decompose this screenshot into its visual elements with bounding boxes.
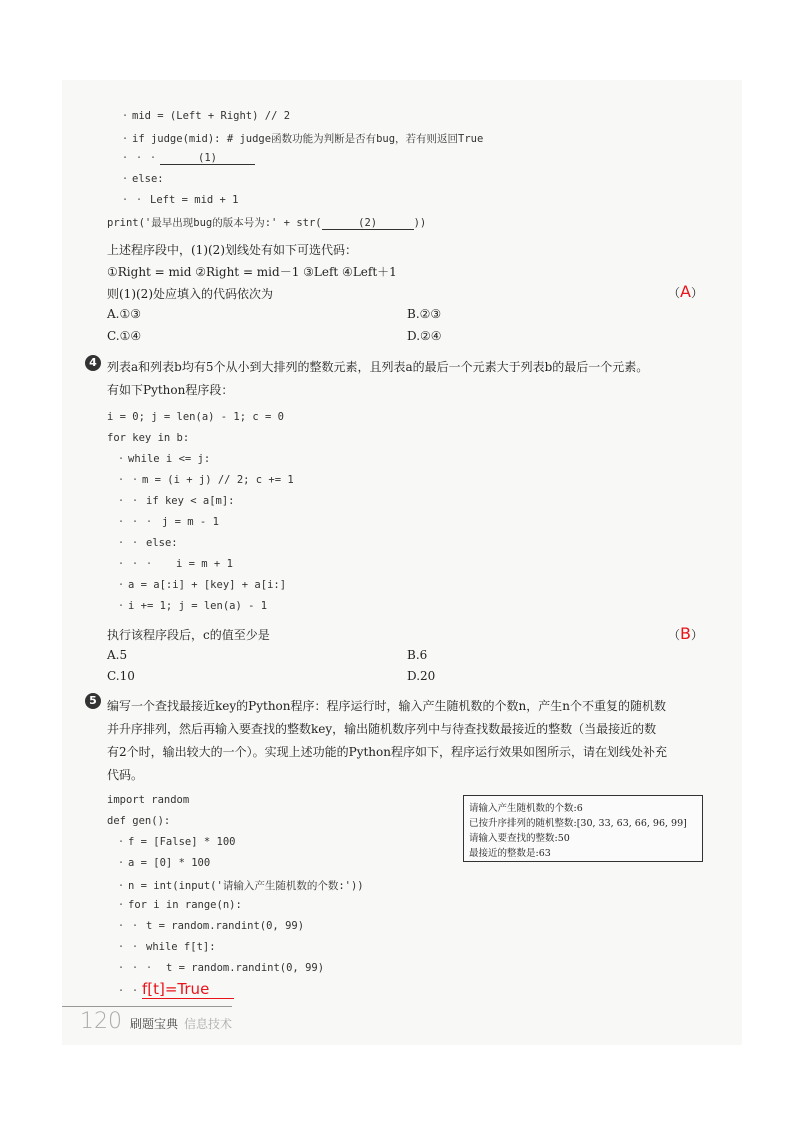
indent-dot: · bbox=[117, 920, 125, 932]
indent-dot: · bbox=[131, 941, 139, 953]
code-line bbox=[114, 495, 235, 507]
code-text: m = (i + j) // 2; c += 1 bbox=[142, 474, 294, 486]
code-line bbox=[114, 836, 235, 848]
code-text: while f[t]: bbox=[146, 941, 216, 953]
indent-dot: · bbox=[117, 836, 125, 848]
footer-divider bbox=[62, 1006, 232, 1007]
code-text: def gen(): bbox=[107, 815, 171, 827]
code-line bbox=[118, 110, 290, 122]
code-text: else: bbox=[132, 173, 164, 185]
indent-dot: · bbox=[135, 152, 143, 164]
question-number-badge: 5 bbox=[85, 693, 101, 709]
indent-dot: · bbox=[117, 600, 125, 612]
code-line bbox=[114, 579, 286, 591]
output-line: 请输入产生随机数的个数:6 bbox=[469, 803, 583, 814]
indent-dot: · bbox=[131, 920, 139, 932]
code-line bbox=[107, 815, 170, 827]
indent-dot: · bbox=[145, 558, 153, 570]
code-text: j = m - 1 bbox=[162, 516, 219, 528]
output-line: 请输入要查找的整数:50 bbox=[469, 833, 570, 844]
indent-dot: · bbox=[145, 516, 153, 528]
indent-dot: · bbox=[145, 962, 153, 974]
indent-dot: · bbox=[131, 516, 139, 528]
paren-open: （ bbox=[668, 628, 681, 642]
option-d: D.②④ bbox=[407, 329, 442, 343]
indent-dot: · bbox=[117, 495, 125, 507]
indent-dot: · bbox=[149, 152, 157, 164]
option-a: A.5 bbox=[107, 648, 128, 662]
indent-dot: · bbox=[131, 537, 139, 549]
indent-dot: · bbox=[121, 110, 129, 122]
code-line bbox=[107, 794, 189, 806]
indent-dot: · bbox=[131, 474, 139, 486]
code-text: if judge(mid): # judge函数功能为判断是否有bug，若有则返回True bbox=[132, 133, 484, 145]
indent-dot: · bbox=[117, 899, 125, 911]
page-number: 120 bbox=[80, 1009, 122, 1034]
code-line bbox=[114, 878, 364, 893]
question-text: 列表a和列表b均有5个从小到大排列的整数元素，且列表a的最后一个元素大于列表b的最后一个元素。 bbox=[107, 360, 649, 374]
indent-dot: · bbox=[117, 880, 125, 892]
code-text: for key in b: bbox=[107, 432, 190, 444]
program-output-box bbox=[463, 795, 703, 862]
code-line bbox=[114, 474, 294, 486]
indent-dot: · bbox=[131, 962, 139, 974]
answer-text: B bbox=[680, 624, 691, 643]
indent-dot: · bbox=[121, 194, 129, 206]
question-text: 有2个时，输出较大的一个）。实现上述功能的Python程序如下，程序运行效果如图所示，请在划线处补充 bbox=[107, 745, 667, 759]
code-line bbox=[114, 453, 210, 465]
code-line bbox=[114, 899, 242, 911]
code-line bbox=[114, 941, 216, 953]
paren-close: ） bbox=[690, 286, 703, 300]
code-text: Left = mid + 1 bbox=[150, 194, 239, 206]
code-text: f = [False] * 100 bbox=[128, 836, 236, 848]
answer-bracket bbox=[668, 624, 703, 643]
answer-blank: f[t]=True bbox=[142, 980, 234, 999]
answer-text: A bbox=[680, 282, 691, 301]
question-prompt: 执行该程序段后，c的值至少是 bbox=[107, 628, 270, 642]
blank-2: (2) bbox=[322, 217, 414, 230]
indent-dot: · bbox=[117, 537, 125, 549]
code-text: else: bbox=[146, 537, 178, 549]
code-line bbox=[107, 215, 426, 230]
indent-dot: · bbox=[121, 173, 129, 185]
indent-dot: · bbox=[117, 579, 125, 591]
code-text: i = m + 1 bbox=[176, 558, 233, 570]
question-number-badge: 4 bbox=[85, 355, 101, 371]
answer-bracket bbox=[668, 282, 703, 301]
code-text: t = random.randint(0, 99) bbox=[146, 920, 305, 932]
indent-dot: · bbox=[117, 516, 125, 528]
code-text: )) bbox=[413, 217, 427, 229]
paren-close: ） bbox=[691, 628, 704, 642]
indent-dot: · bbox=[117, 962, 125, 974]
subject-title: 信息技术 bbox=[184, 1017, 233, 1031]
indent-dot: · bbox=[135, 194, 143, 206]
options-line: ①Right = mid ②Right = mid－1 ③Left ④Left＋1 bbox=[107, 265, 397, 279]
indent-dot: · bbox=[117, 985, 125, 997]
question-text: 有如下Python程序段： bbox=[107, 383, 234, 397]
code-line bbox=[114, 516, 219, 528]
option-a: A.①③ bbox=[107, 307, 141, 321]
code-line bbox=[114, 920, 304, 932]
option-c: C.10 bbox=[107, 669, 135, 683]
code-line bbox=[118, 152, 255, 165]
indent-dot: · bbox=[117, 453, 125, 465]
code-text: import random bbox=[107, 794, 190, 806]
output-line: 最接近的整数是:63 bbox=[469, 848, 551, 859]
indent-dot: · bbox=[131, 558, 139, 570]
code-text: if key < a[m]: bbox=[146, 495, 235, 507]
option-c: C.①④ bbox=[107, 329, 142, 343]
indent-dot: · bbox=[121, 133, 129, 145]
indent-dot: · bbox=[131, 985, 139, 997]
code-line bbox=[114, 962, 324, 974]
code-line bbox=[114, 980, 234, 999]
code-line bbox=[114, 600, 267, 612]
question-text: 并升序排列，然后再输入要查找的整数key，输出随机数序列中与待查找数最接近的整数（当最接近的数 bbox=[107, 722, 657, 736]
question-prompt: 则(1)(2)处应填入的代码依次为 bbox=[107, 287, 273, 301]
question-text: 上述程序段中，(1)(2)划线处有如下可选代码： bbox=[107, 243, 357, 257]
code-text: mid = (Left + Right) // 2 bbox=[132, 110, 291, 122]
indent-dot: · bbox=[117, 941, 125, 953]
paren-open: （ bbox=[668, 286, 681, 300]
indent-dot: · bbox=[131, 495, 139, 507]
question-text: 代码。 bbox=[107, 768, 144, 782]
code-text: print('最早出现bug的版本号为:' + str( bbox=[107, 217, 322, 229]
option-d: D.20 bbox=[407, 669, 436, 683]
indent-dot: · bbox=[117, 558, 125, 570]
code-text: n = int(input('请输入产生随机数的个数:')) bbox=[128, 880, 364, 892]
blank-1: (1) bbox=[160, 152, 255, 165]
code-text: a = [0] * 100 bbox=[128, 857, 211, 869]
code-line bbox=[118, 194, 239, 206]
code-text: t = random.randint(0, 99) bbox=[166, 962, 325, 974]
question-text: 编写一个查找最接近key的Python程序：程序运行时，输入产生随机数的个数n，产生n个不重复的随机数 bbox=[107, 699, 666, 713]
indent-dot: · bbox=[117, 857, 125, 869]
code-line bbox=[118, 173, 164, 185]
option-b: B.②③ bbox=[407, 307, 442, 321]
option-b: B.6 bbox=[407, 648, 428, 662]
code-line bbox=[114, 857, 210, 869]
book-title: 刷题宝典 bbox=[130, 1017, 179, 1031]
code-line bbox=[107, 432, 189, 444]
code-text: a = a[:i] + [key] + a[i:] bbox=[128, 579, 287, 591]
indent-dot: · bbox=[121, 152, 129, 164]
code-line bbox=[118, 131, 483, 146]
indent-dot: · bbox=[117, 474, 125, 486]
code-text: i += 1; j = len(a) - 1 bbox=[128, 600, 268, 612]
code-line bbox=[107, 411, 284, 423]
code-line bbox=[114, 537, 178, 549]
code-line bbox=[114, 558, 233, 570]
output-line: 已按升序排列的随机整数:[30, 33, 63, 66, 96, 99] bbox=[469, 818, 687, 829]
code-text: i = 0; j = len(a) - 1; c = 0 bbox=[107, 411, 285, 423]
code-text: for i in range(n): bbox=[128, 899, 242, 911]
code-text: while i <= j: bbox=[128, 453, 211, 465]
